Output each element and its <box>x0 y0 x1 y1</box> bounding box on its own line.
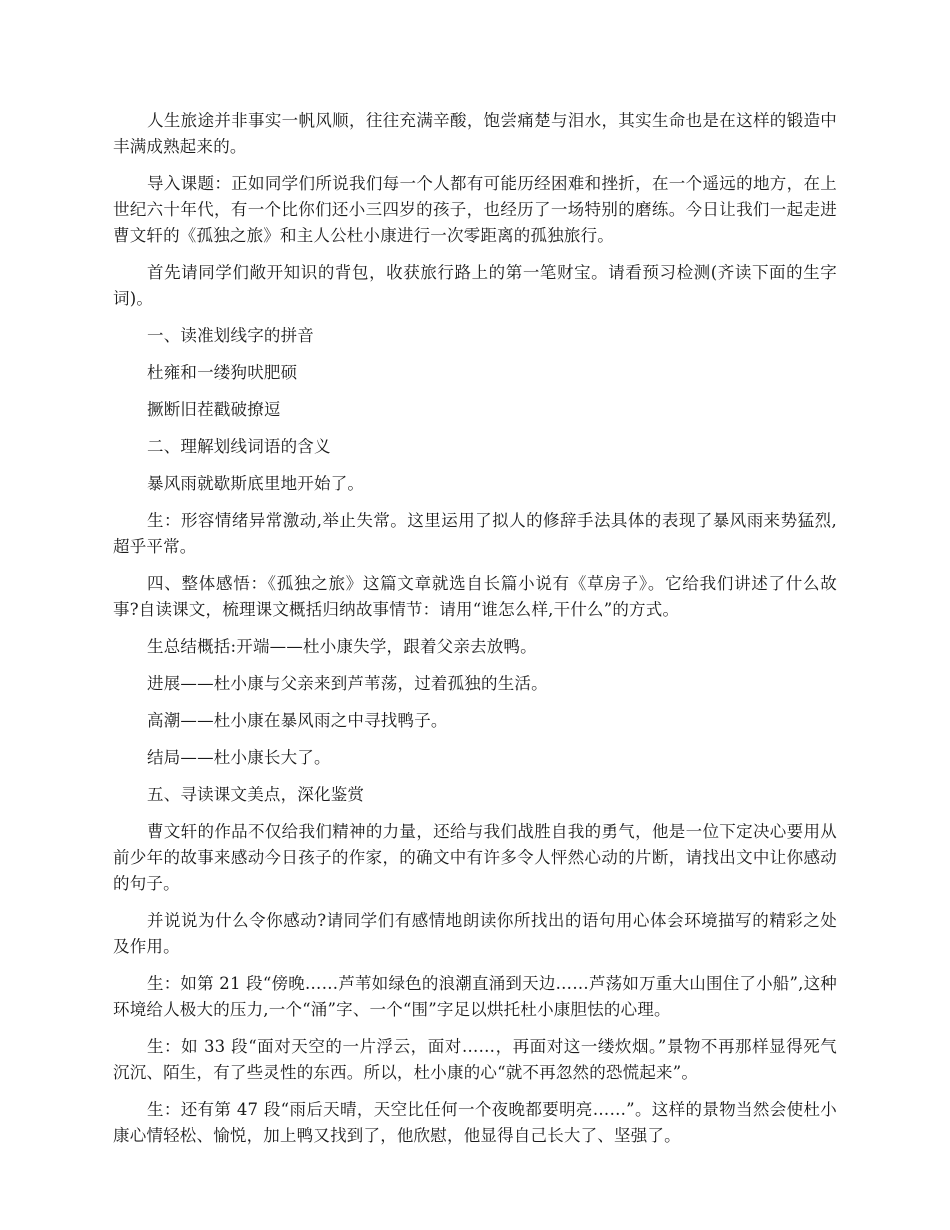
vocab-line-1: 杜雍和一缕狗吠肥硕 <box>147 363 298 382</box>
document-body <box>113 108 837 1160</box>
paragraph-preview-check: 首先请同学们敞开知识的背包，收获旅行路上的第一笔财宝。请看预习检测(齐读下面的生字词)。 <box>113 263 837 308</box>
plot-climax: 高潮——杜小康在暴风雨之中寻找鸭子。 <box>147 711 448 730</box>
paragraph-read-aloud: 并说说为什么令你感动?请同学们有感情地朗读你所找出的语句用心体会环境描写的精彩之处及作用。 <box>113 911 837 956</box>
section-heading-pinyin: 一、读准划线字的拼音 <box>147 326 314 345</box>
student-answer-21: 生：如第 21 段“傍晚……芦苇如绿色的浪潮直涌到天边……芦荡如万重大山围住了小船”,这种环境给人极大的压力,一个“涌”字、一个“围”字足以烘托杜小康胆怯的心理。 <box>113 974 837 1019</box>
paragraph-lesson-intro: 导入课题：正如同学们所说我们每一个人都有可能历经困难和挫折，在一个遥远的地方，在上世纪六十年代，有一个比你们还小三四岁的孩子，也经历了一场特别的磨练。今日让我们一起走进曹文轩的《孤独之旅》和主人公杜小康进行一次零距离的孤独旅行。 <box>113 174 837 245</box>
section-heading-meaning: 二、理解划线词语的含义 <box>147 437 331 456</box>
paragraph-intro-life: 人生旅途并非事实一帆风顺，往往充满辛酸，饱尝痛楚与泪水，其实生命也是在这样的锻造中丰满成熟起来的。 <box>113 111 837 156</box>
section-heading-appreciation: 五、寻读课文美点，深化鉴赏 <box>147 785 365 804</box>
student-answer-meaning: 生：形容情绪异常激动,举止失常。这里运用了拟人的修辞手法具体的表现了暴风雨来势猛烈,超乎平常。 <box>113 511 837 556</box>
student-answer-47: 生：还有第 47 段“雨后天晴，天空比任何一个夜晚都要明亮……”。这样的景物当然会使杜小康心情轻松、愉悦，加上鸭又找到了，他欣慰，他显得自己长大了、坚强了。 <box>113 1100 837 1145</box>
plot-ending: 结局——杜小康长大了。 <box>147 748 331 767</box>
paragraph-author-works: 曹文轩的作品不仅给我们精神的力量，还给与我们战胜自我的勇气，他是一位下定决心要用从前少年的故事来感动今日孩子的作家，的确文中有许多令人怦然心动的片断，请找出文中让你感动的句子。 <box>113 822 837 893</box>
student-answer-33: 生：如 33 段“面对天空的一片浮云，面对……，再面对这一缕炊烟。”景物不再那样显得死气沉沉、陌生，有了些灵性的东西。所以，杜小康的心“就不再忽然的恐慌起来”。 <box>113 1037 837 1082</box>
plot-opening: 生总结概括:开端——杜小康失学，跟着父亲去放鸭。 <box>147 637 537 656</box>
example-sentence: 暴风雨就歇斯底里地开始了。 <box>147 474 365 493</box>
vocab-line-2: 撅断旧茬戳破撩逗 <box>147 400 281 419</box>
section-heading-overall: 四、整体感悟：《孤独之旅》这篇文章就选自长篇小说有《草房子》。它给我们讲述了什么故事?自读课文，梳理课文概括归纳故事情节：请用“谁怎么样,干什么”的方式。 <box>113 574 837 619</box>
plot-development: 进展——杜小康与父亲来到芦苇荡，过着孤独的生活。 <box>147 674 548 693</box>
